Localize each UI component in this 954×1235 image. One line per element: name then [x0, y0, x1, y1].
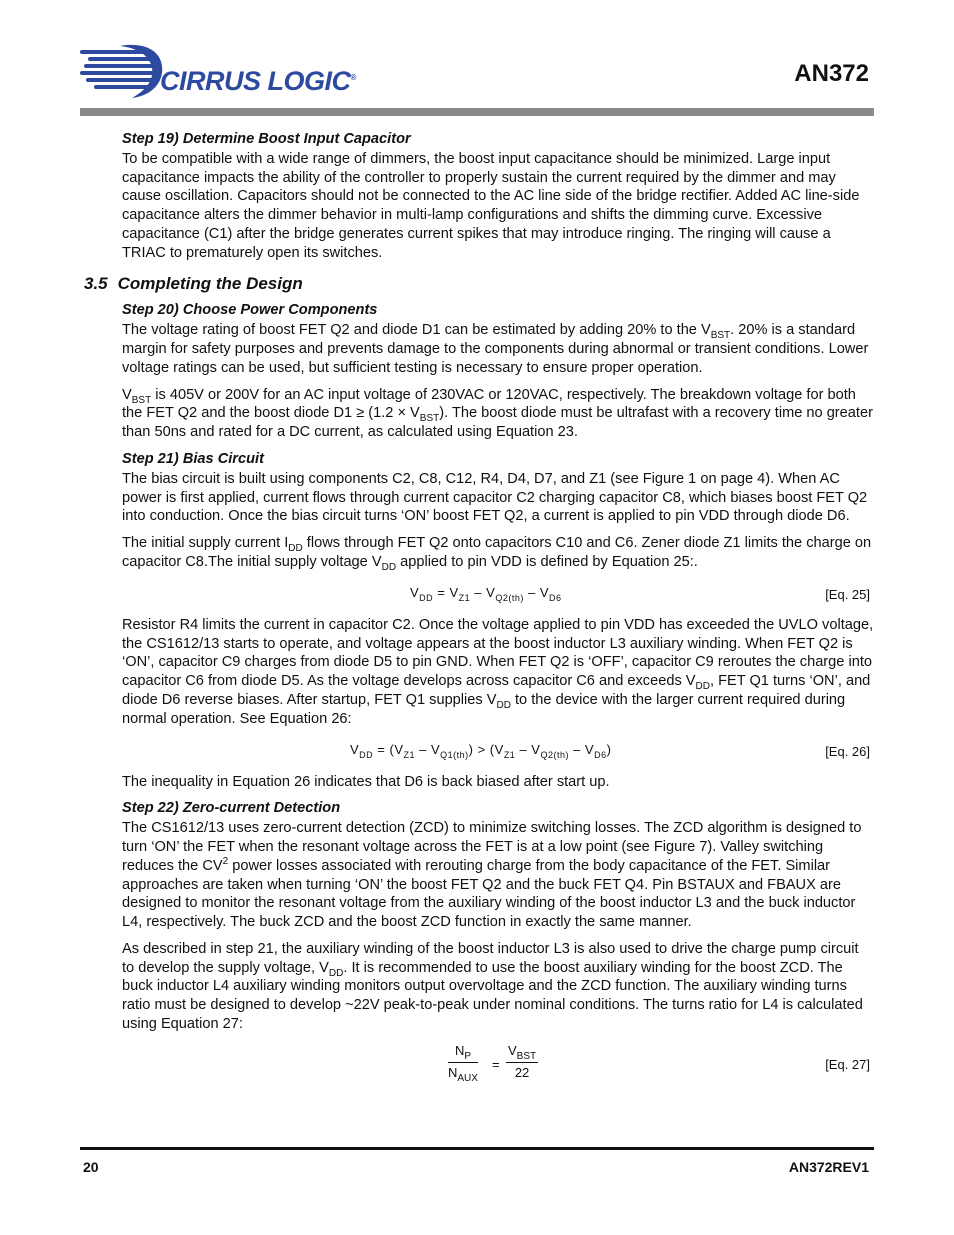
equation-25: [122, 580, 874, 606]
page-header: [0, 0, 954, 118]
section-title: Completing the Design: [117, 273, 303, 293]
step21-paragraph-4: The inequality in Equation 26 indicates that D6 is back biased after start up.: [122, 773, 610, 790]
equation-27-equals: =: [492, 1056, 500, 1072]
equation-26: [122, 737, 874, 763]
section-number: 3.5: [84, 273, 108, 293]
step20-paragraph-1: The voltage rating of boost FET Q2 and diode D1 can be estimated by adding 20% to the $V_{BST}$. 20% is a standard margin for safety purposes and prevents damage to the components during abnormal or transient conditions. Lower voltage ratings can be used, but sufficient testing is necessary to ensure proper operation.: [122, 322, 869, 376]
step19-title: Step 19) Determine Boost Input Capacitor: [122, 131, 411, 147]
equation-26-label: [Eq. 26]: [825, 743, 870, 759]
equation-25-label: [Eq. 25]: [825, 586, 870, 602]
page-number: 20: [83, 1159, 99, 1175]
step19-paragraph: To be compatible with a wide range of dimmers, the boost input capacitance should be minimized. Large input capacitance impacts the ability of the controller to properly sustain the current required by the dimmer and may cause oscillation. Capacitors should not be connected to the AC line side of the bridge rectifier. Added AC line-side capacitance alters the dimmer behavior in multi-lamp configurations and shifts the dimming curve. Excessive capacitance (C1) after the bridge generates current spikes that may introduce ringing. The ringing will cause a TRIAC to prematurely open its switches.: [122, 150, 860, 261]
equation-25-formula: $V_{DD} = V_{Z1} - V_{Q2(th)} - V_{D6}$: [410, 584, 562, 603]
step22-paragraph-1: The CS1612/13 uses zero-current detection (ZCD) to minimize switching losses. The ZCD algorithm is designed to turn ‘ON’ the FET when the resonant voltage across the FET is at a low point (see Figure 7). Valley switching reduces the $CV^2$ power losses associated with rerouting charge from the body capacitance of the FET. Similar approaches are taken when turning ‘ON’ the boost FET Q2 and the buck FET Q4. Pin BSTAUX and FBAUX are designed to monitor the resonant voltage from the auxiliary winding of the boost inductor L3 and the buck inductor L4, respectively. The buck ZCD and the boost ZCD function in exactly the same manner.: [122, 820, 862, 931]
step21-paragraph-1: The bias circuit is built using components C2, C8, C12, R4, D4, D7, and Z1 (see Figure 1 on page 4). When AC power is first applied, current flows through current capacitor C2 charging capacitor C8, which biases boost FET Q2 into conduction. Once the bias circuit turns ‘ON’ boost FET Q2, a current is applied to pin VDD through diode D6.: [122, 470, 868, 525]
equation-27-voltage-fraction: $V_{BST}$ 22: [508, 1042, 537, 1080]
step21-title: Step 21) Bias Circuit: [122, 450, 264, 467]
header-divider: [80, 108, 874, 116]
step21-paragraph-3: Resistor R4 limits the current in capacitor C2. Once the voltage applied to pin VDD has exceeded the UVLO voltage, the CS1612/13 starts to operate, and voltage appears at the boost inductor L3 auxiliary winding. When FET Q2 is ‘ON’, capacitor C9 charges from diode D5 to pin GND. When FET Q2 is ‘OFF’, capacitor C9 reroutes the charge into capacitor C6 from diode D5. As the voltage develops across capacitor C6 and exceeds $V_{DD}$, FET Q1 turns ‘ON’, and diode D6 reverse biases. After startup, FET Q1 supplies $V_{DD}$ to the device with the larger current required during normal operation. See Equation 26:: [122, 616, 874, 727]
document-id: AN372: [794, 60, 869, 87]
document-revision: AN372REV1: [788, 1159, 869, 1175]
step21-paragraph-2: The initial supply current $I_{DD}$ flows through FET Q2 onto capacitors C10 and C6. Zener diode Z1 limits the charge on capacitor C8.The initial supply voltage $V_{DD}$ applied to pin VDD is defined by Equation 25:.: [122, 535, 872, 573]
equation-27-turns-fraction: $N_P$ $N_{AUX}$: [448, 1042, 478, 1084]
step20-title: Step 20) Choose Power Components: [122, 302, 378, 319]
step22-paragraph-2: As described in step 21, the auxiliary winding of the boost inductor L3 is also used to drive the charge pump circuit to develop the supply voltage, $V_{DD}$. It is recommended to use the boost auxiliary winding for the boost ZCD. The buck inductor L4 auxiliary winding monitors output overvoltage and the ZCD function. The auxiliary winding turns ratio must be designed to develop ~22V peak-to-peak under nominal conditions. The turns ratio for L4 is calculated using Equation 27:: [122, 940, 863, 1033]
step22-title: Step 22) Zero-current Detection: [122, 800, 341, 817]
section-heading: [84, 275, 836, 294]
footer-divider: [80, 1147, 874, 1150]
page-body: [84, 130, 874, 1106]
equation-27-label: [Eq. 27]: [825, 1056, 870, 1072]
company-logo-text: CIRRUS LOGIC®: [160, 66, 356, 96]
step20-paragraph-2: $V_{BST}$ is 405V or 200V for an AC input voltage of 230VAC or 120VAC, respectively. The breakdown voltage for both the FET Q2 and the boost diode $D1 \ge (1.2 \times V_{BST})$. The boost diode must be ultrafast with a recovery time no greater than 50ns and rated for a DC current, as calculated using Equation 23.: [122, 386, 873, 441]
equation-27: [122, 1042, 874, 1098]
equation-26-formula: $V_{DD} = (V_{Z1} - V_{Q1(th)}) > (V_{Z1} - V_{Q2(th)} - V_{D6})$: [350, 741, 612, 760]
